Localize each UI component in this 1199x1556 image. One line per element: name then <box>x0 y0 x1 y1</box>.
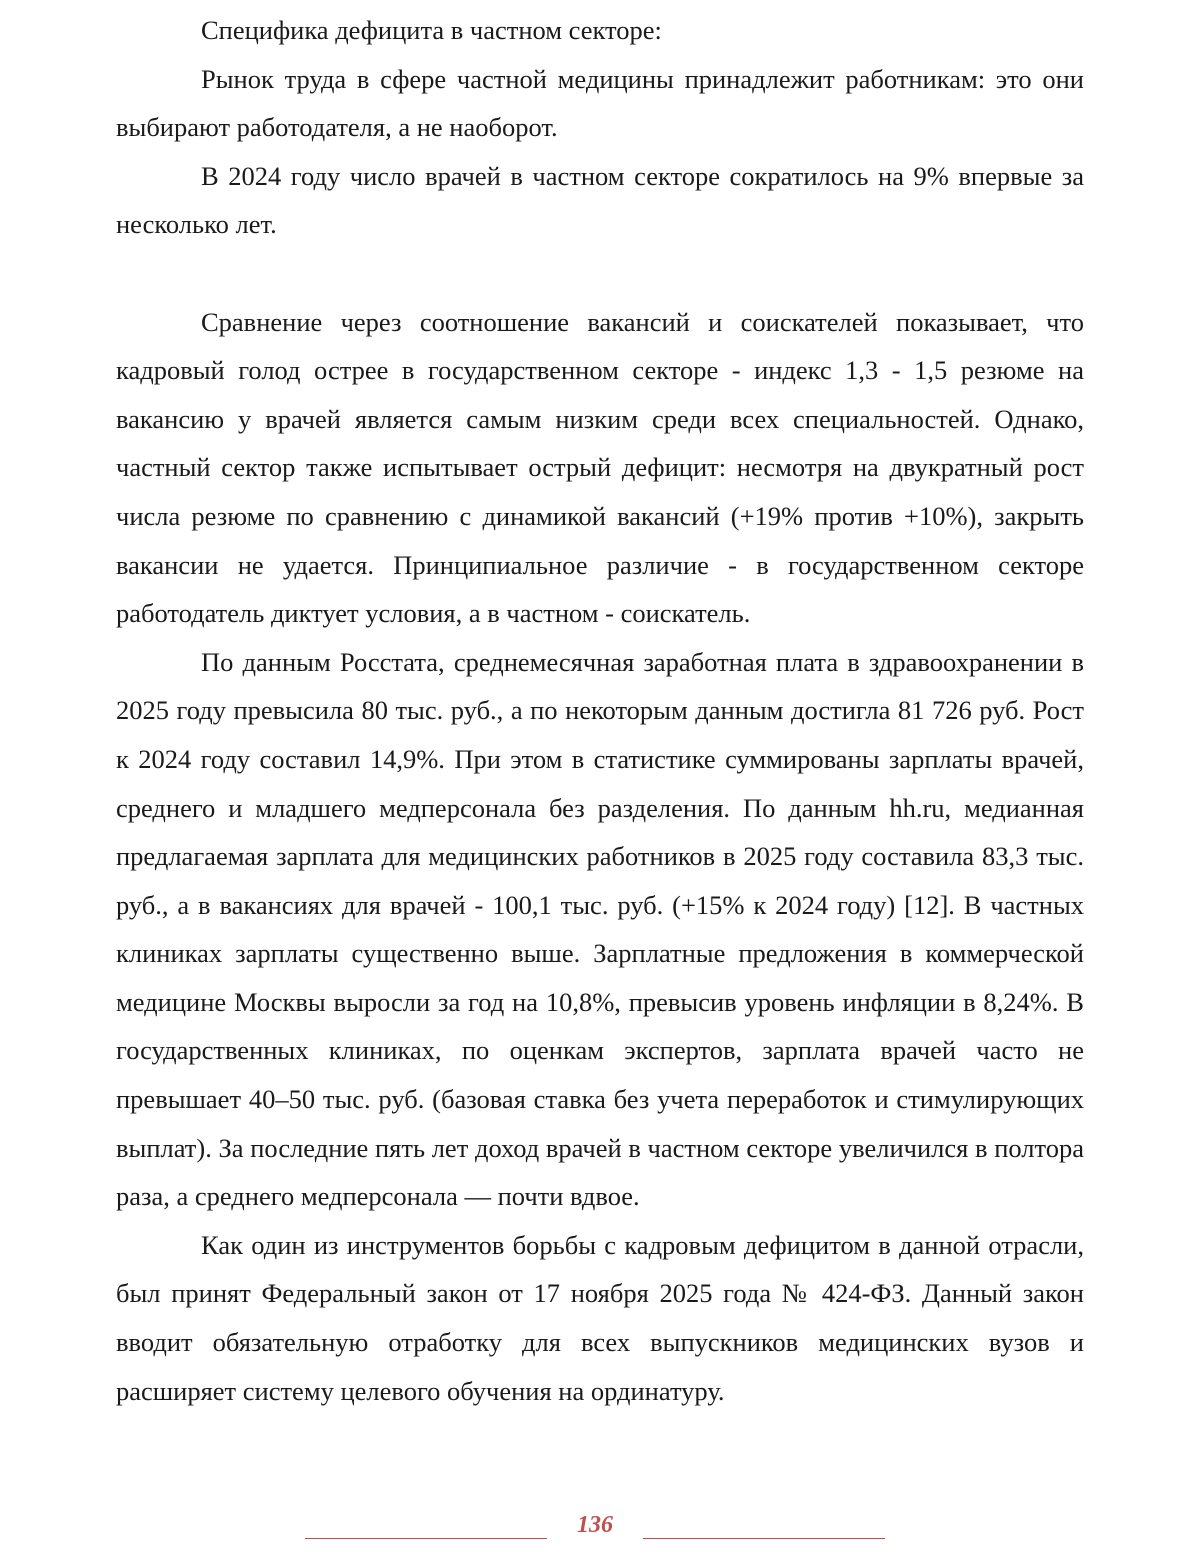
page-number: 136 <box>577 1512 613 1538</box>
paragraph-doctors-decline: В 2024 году число врачей в частном секторе сократилось на 9% впервые за несколько лет. <box>116 160 1084 240</box>
paragraph-vacancy-comparison: Сравнение через соотношение вакансий и соискателей показывает, что кадровый голод острее в государственном секторе - индекс 1,3 - 1,5 резюме на вакансию у врачей является самым низким среди всех специальностей. Однако, частный сектор также испытывает острый дефицит: несмотря на двукратный рост числа резюме по сравнению с динамикой вакансий (+19% против +10%), закрыть вакансии не удается. Принципиальное различие - в государственном секторе работодатель диктует условия, а в частном - соискатель. <box>116 306 1084 629</box>
paragraph-federal-law: Как один из инструментов борьбы с кадровым дефицитом в данной отрасли, был принят Федеральный закон от 17 ноября 2025 года № 424-ФЗ. Данный закон вводит обязательную отработку для всех выпускников медицинских вузов и расширяет систему целевого обучения на ординатуру. <box>116 1229 1084 1406</box>
paragraph-deficit-heading: Специфика дефицита в частном секторе: <box>201 15 662 45</box>
footer-rule-right <box>643 1538 885 1539</box>
paragraph-salary-statistics: По данным Росстата, среднемесячная заработная плата в здравоохранении в 2025 году превысила 80 тыс. руб., а по некоторым данным достигла 81 726 руб. Рост к 2024 году составил 14,9%. При этом в статистике суммированы зарплаты врачей, среднего и младшего медперсонала без разделения. По данным hh.ru, медианная предлагаемая зарплата для медицинских работников в 2025 году составила 83,3 тыс. руб., а в вакансиях для врачей - 100,1 тыс. руб. (+15% к 2024 году) [12]. В частных клиниках зарплаты существенно выше. Зарплатные предложения в коммерческой медицине Москвы выросли за год на 10,8%, превысив уровень инфляции в 8,24%. В государственных клиниках, по оценкам экспертов, зарплата врачей часто не превышает 40–50 тыс. руб. (базовая ставка без учета переработок и стимулирующих выплат). За последние пять лет доход врачей в частном секторе увеличился в полтора раза, а среднего медперсонала — почти вдвое. <box>116 646 1084 1212</box>
document-body <box>116 6 1084 1415</box>
page-footer <box>0 1508 1199 1548</box>
paragraph-labor-market: Рынок труда в сфере частной медицины принадлежит работникам: это они выбирают работодателя, а не наоборот. <box>116 63 1084 143</box>
paragraph-spacer <box>116 249 1084 298</box>
footer-rule-left <box>305 1538 547 1539</box>
